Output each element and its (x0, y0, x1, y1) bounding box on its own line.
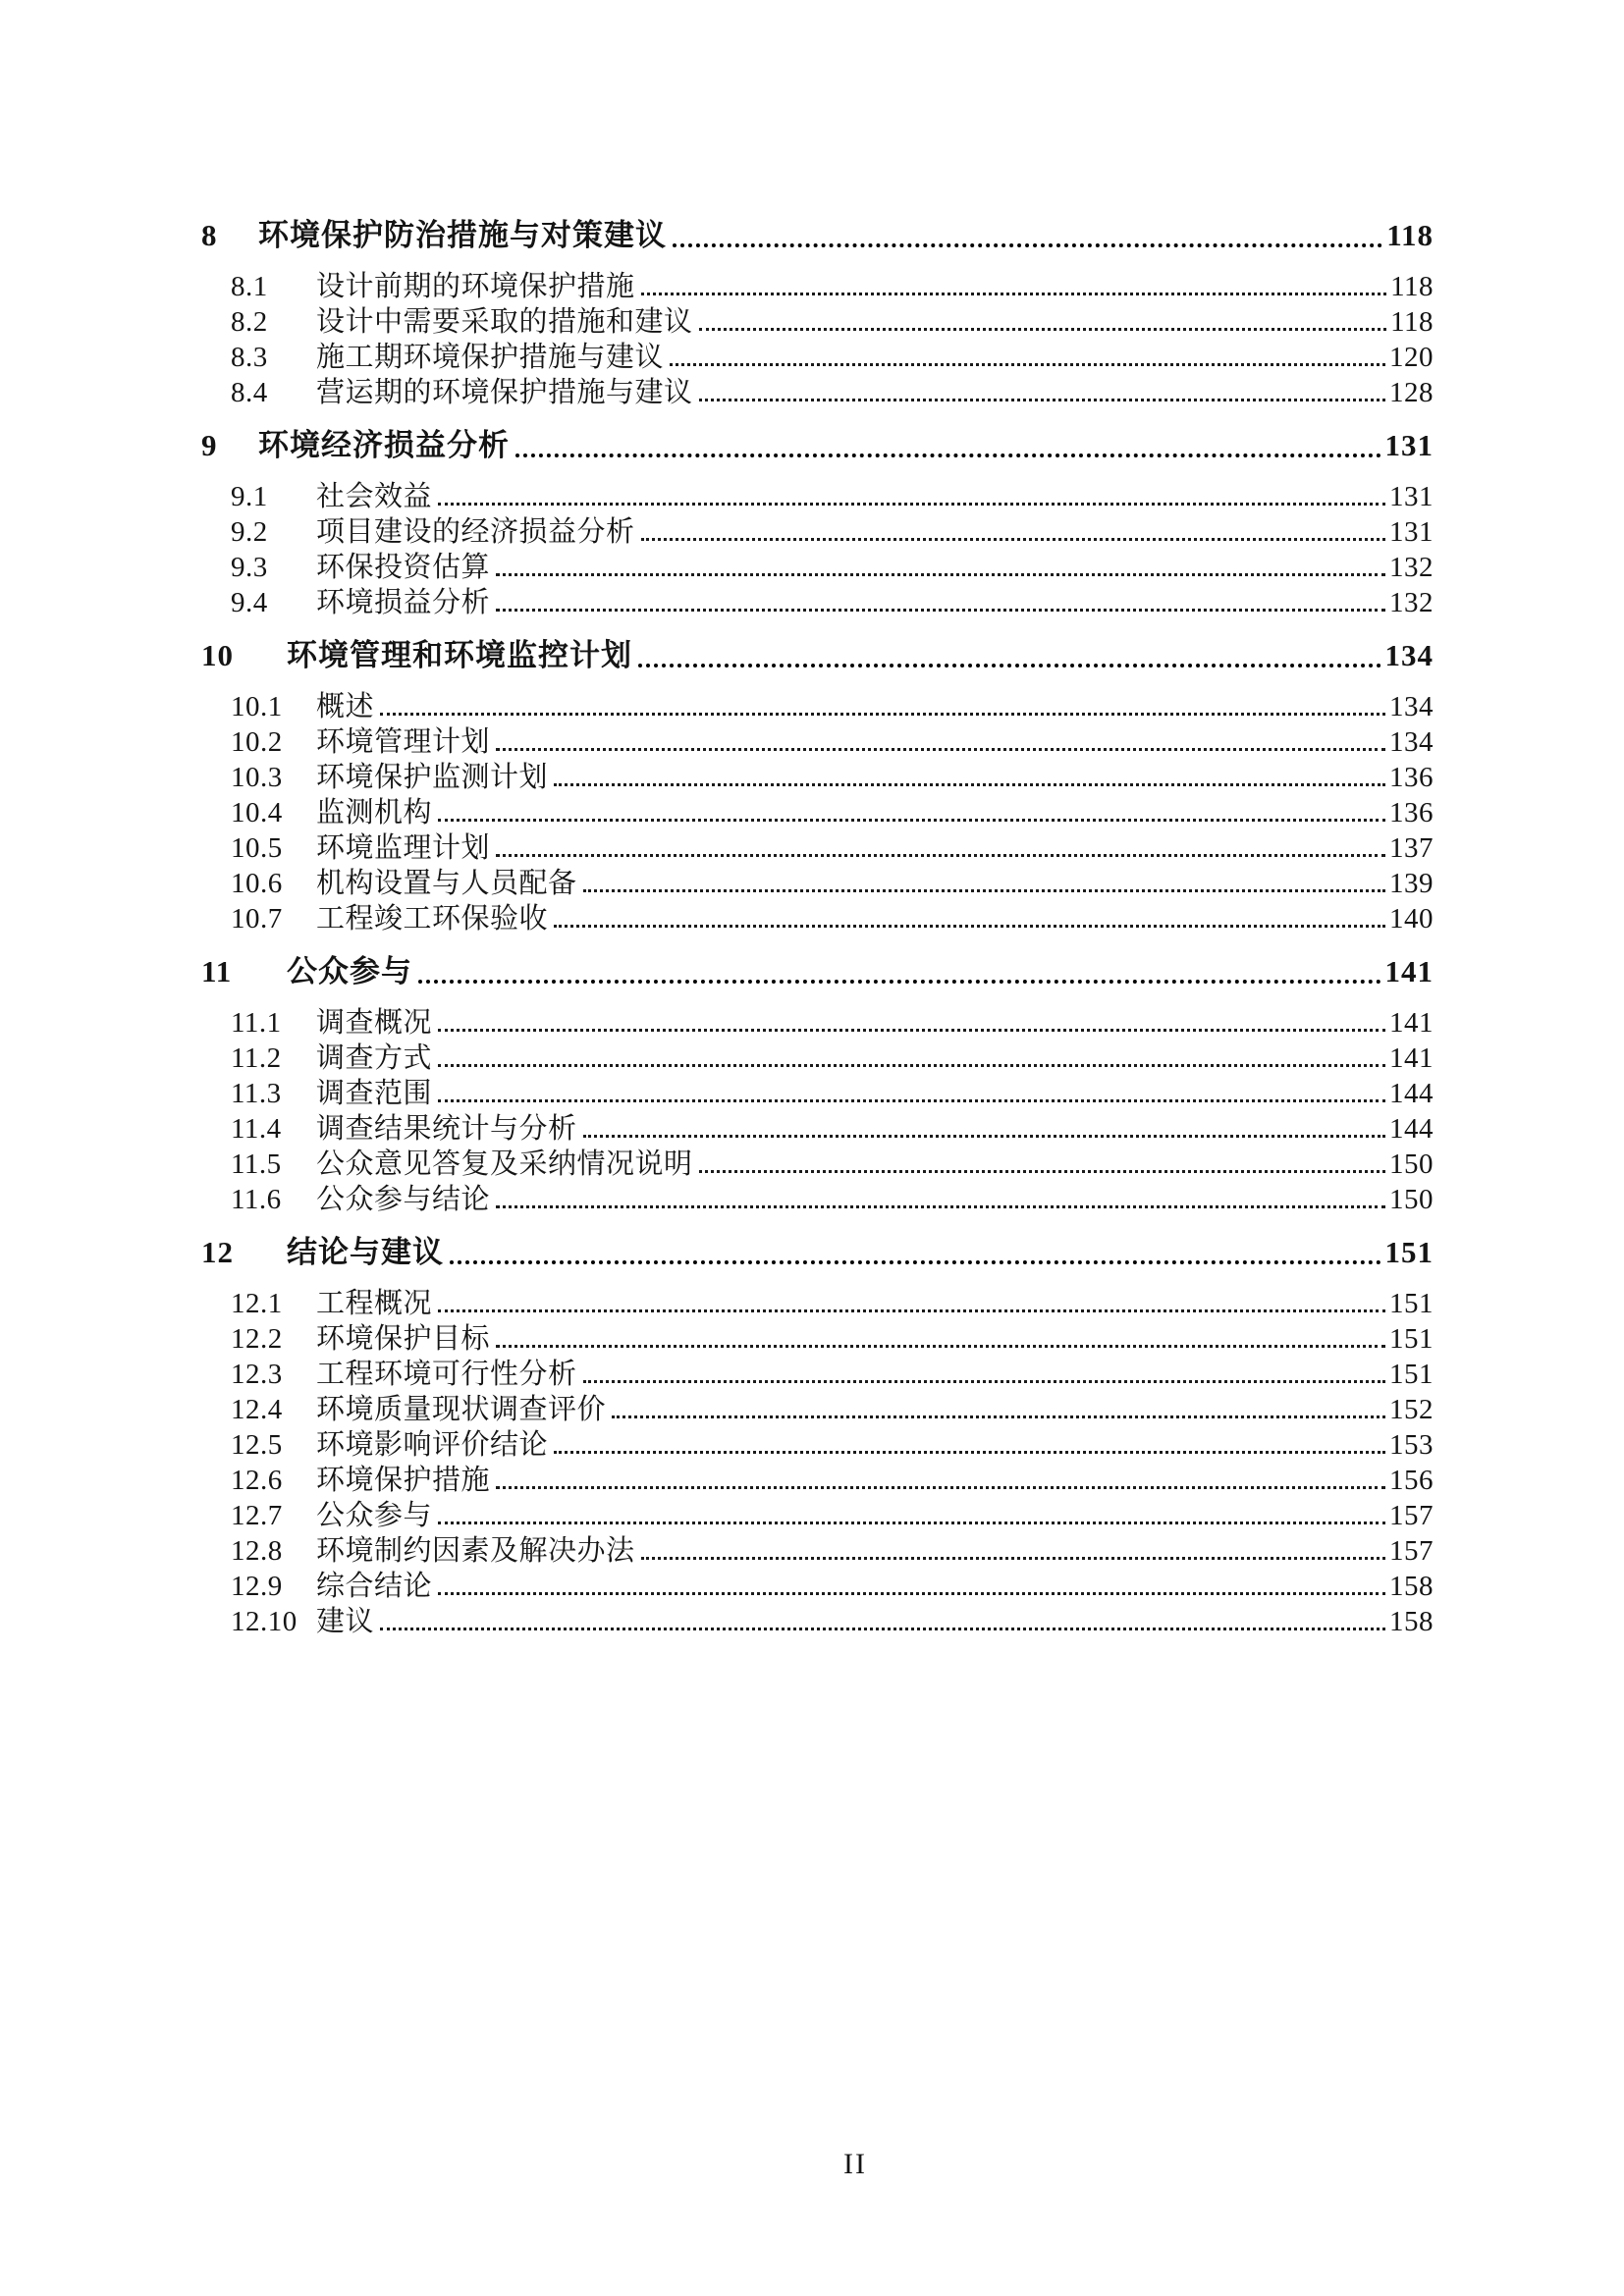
toc-subsection-number: 10.5 (231, 832, 283, 864)
toc-subsection-number: 12.9 (231, 1571, 283, 1602)
toc-subsection-number: 10.1 (231, 691, 283, 722)
toc-subsection-page-number: 144 (1389, 1078, 1434, 1109)
dot-leader (496, 573, 1385, 576)
toc-section-entry (0, 216, 1624, 255)
toc-subsection-page-number: 141 (1389, 1007, 1434, 1039)
toc-subsection-entry (0, 585, 1624, 620)
toc-subsection-title: 调查结果统计与分析 (316, 1113, 577, 1145)
dot-leader (380, 713, 1385, 716)
toc-subsection-entry (0, 1041, 1624, 1076)
toc-section-entry (0, 636, 1624, 675)
toc-subsection-number: 11.5 (231, 1148, 282, 1180)
toc-subsection-number: 12.10 (231, 1606, 298, 1637)
toc-subsection-page-number: 156 (1389, 1465, 1434, 1496)
toc-subsection-number: 12.6 (231, 1465, 283, 1496)
toc-subsection-number: 12.4 (231, 1394, 283, 1425)
toc-section-number: 11 (201, 954, 233, 988)
toc-subsection-page-number: 136 (1389, 797, 1434, 828)
toc-section-page-number: 134 (1384, 638, 1434, 672)
toc-subsection-number: 10.6 (231, 868, 283, 899)
toc-subsection-entry (0, 479, 1624, 514)
toc-section-title: 结论与建议 (287, 1235, 444, 1269)
toc-subsection-title: 概述 (316, 691, 375, 722)
toc-subsection-number: 12.8 (231, 1535, 283, 1567)
toc-subsection-title: 建议 (316, 1606, 375, 1637)
toc-subsection-title: 调查范围 (316, 1078, 433, 1109)
toc-subsection-title: 环境影响评价结论 (316, 1429, 549, 1461)
dot-leader (438, 1592, 1385, 1595)
toc-subsection-entry (0, 901, 1624, 936)
toc-subsection-entry (0, 866, 1624, 901)
dot-leader (673, 243, 1382, 247)
toc-subsection-number: 8.3 (231, 342, 268, 373)
toc-subsection-title: 设计前期的环境保护措施 (316, 271, 635, 302)
dot-leader (612, 1415, 1385, 1418)
toc-subsection-title: 设计中需要采取的措施和建议 (316, 306, 693, 338)
dot-leader (583, 1135, 1385, 1138)
toc-subsection-title: 施工期环境保护措施与建议 (316, 342, 665, 373)
dot-leader (699, 1170, 1385, 1173)
toc-subsection-title: 环保投资估算 (316, 552, 491, 583)
toc-subsection-number: 12.5 (231, 1429, 283, 1461)
dot-leader (496, 609, 1385, 612)
toc-subsection-page-number: 131 (1389, 516, 1434, 548)
toc-subsection-entry (0, 760, 1624, 795)
toc-subsection-number: 8.4 (231, 377, 268, 408)
toc-subsection-number: 8.1 (231, 271, 268, 302)
toc-subsection-page-number: 151 (1389, 1359, 1434, 1390)
toc-subsection-title: 社会效益 (316, 481, 433, 512)
dot-leader (496, 1345, 1385, 1348)
toc-subsection-page-number: 150 (1389, 1184, 1434, 1215)
dot-leader (438, 1099, 1385, 1102)
toc-subsection-title: 监测机构 (316, 797, 433, 828)
toc-subsection-page-number: 152 (1389, 1394, 1434, 1425)
toc-subsection-entry (0, 1321, 1624, 1357)
toc-subsection-title: 公众参与结论 (316, 1184, 491, 1215)
dot-leader (670, 363, 1385, 366)
dot-leader (638, 664, 1381, 667)
toc-subsection-page-number: 134 (1389, 691, 1434, 722)
toc-subsection-page-number: 151 (1389, 1323, 1434, 1355)
dot-leader (380, 1628, 1385, 1630)
toc-section-entry (0, 1233, 1624, 1272)
dot-leader (496, 1486, 1385, 1489)
toc-subsection-title: 环境保护监测计划 (316, 762, 549, 793)
toc-subsection-page-number: 131 (1389, 481, 1434, 512)
dot-leader (583, 889, 1385, 892)
toc-subsection-title: 公众参与 (316, 1500, 433, 1531)
toc-subsection-title: 环境损益分析 (316, 587, 491, 618)
dot-leader (554, 925, 1385, 928)
toc-subsection-entry (0, 1427, 1624, 1463)
toc-subsection-entry (0, 340, 1624, 375)
dot-leader (641, 1557, 1385, 1560)
toc-subsection-page-number: 120 (1389, 342, 1434, 373)
toc-section-entry (0, 426, 1624, 465)
toc-section-number: 10 (201, 638, 234, 672)
toc-subsection-page-number: 157 (1389, 1535, 1434, 1567)
toc-subsection-entry (0, 375, 1624, 410)
dot-leader (554, 1451, 1385, 1454)
toc-subsection-number: 11.6 (231, 1184, 282, 1215)
dot-leader (641, 538, 1385, 541)
toc-section-page-number: 141 (1384, 954, 1434, 988)
dot-leader (496, 1205, 1385, 1208)
dot-leader (418, 980, 1381, 984)
toc-subsection-page-number: 136 (1389, 762, 1434, 793)
toc-subsection-number: 12.7 (231, 1500, 283, 1531)
toc-subsection-number: 10.7 (231, 903, 283, 934)
toc-subsection-entry (0, 724, 1624, 760)
toc-section-title: 环境管理和环境监控计划 (287, 638, 632, 672)
toc-subsection-title: 环境保护目标 (316, 1323, 491, 1355)
toc-subsection-title: 环境制约因素及解决办法 (316, 1535, 635, 1567)
toc-subsection-entry (0, 1111, 1624, 1147)
toc-subsection-entry (0, 1076, 1624, 1111)
toc-subsection-number: 11.4 (231, 1113, 282, 1145)
dot-leader (438, 1064, 1385, 1067)
toc-subsection-number: 12.3 (231, 1359, 283, 1390)
toc-subsection-page-number: 140 (1389, 903, 1434, 934)
toc-subsection-title: 环境保护措施 (316, 1465, 491, 1496)
toc-subsection-entry (0, 1357, 1624, 1392)
dot-leader (699, 328, 1387, 331)
toc-subsection-page-number: 132 (1389, 552, 1434, 583)
toc-subsection-entry (0, 1286, 1624, 1321)
dot-leader (450, 1260, 1381, 1264)
toc-subsection-entry (0, 304, 1624, 340)
dot-leader (438, 503, 1385, 506)
dot-leader (438, 1029, 1385, 1032)
toc-subsection-page-number: 118 (1390, 271, 1434, 302)
toc-subsection-entry (0, 1392, 1624, 1427)
toc-subsection-page-number: 128 (1389, 377, 1434, 408)
toc-subsection-entry (0, 269, 1624, 304)
toc-subsection-title: 综合结论 (316, 1571, 433, 1602)
toc-subsection-entry (0, 1005, 1624, 1041)
toc-subsection-title: 工程概况 (316, 1288, 433, 1319)
toc-subsection-title: 公众意见答复及采纳情况说明 (316, 1148, 693, 1180)
toc-subsection-page-number: 151 (1389, 1288, 1434, 1319)
toc-subsection-number: 10.3 (231, 762, 283, 793)
toc-subsection-number: 10.2 (231, 726, 283, 758)
toc-subsection-number: 9.1 (231, 481, 268, 512)
toc-subsection-number: 11.1 (231, 1007, 282, 1039)
toc-subsection-page-number: 137 (1389, 832, 1434, 864)
dot-leader (438, 819, 1385, 822)
toc-subsection-page-number: 132 (1389, 587, 1434, 618)
toc-subsection-page-number: 158 (1389, 1571, 1434, 1602)
toc-section-page-number: 151 (1384, 1235, 1434, 1269)
dot-leader (438, 1522, 1385, 1524)
toc-subsection-page-number: 144 (1389, 1113, 1434, 1145)
toc-subsection-number: 12.2 (231, 1323, 283, 1355)
toc-subsection-entry (0, 1533, 1624, 1569)
dot-leader (554, 783, 1385, 786)
toc-subsection-page-number: 153 (1389, 1429, 1434, 1461)
toc-section-title: 公众参与 (287, 954, 412, 988)
toc-subsection-number: 12.1 (231, 1288, 283, 1319)
toc-subsection-entry (0, 1498, 1624, 1533)
toc-subsection-number: 11.2 (231, 1042, 282, 1074)
dot-leader (438, 1309, 1385, 1312)
toc-subsection-page-number: 134 (1389, 726, 1434, 758)
toc-section-page-number: 118 (1386, 218, 1434, 252)
toc-subsection-title: 项目建设的经济损益分析 (316, 516, 635, 548)
toc-section-title: 环境保护防治措施与对策建议 (258, 218, 667, 252)
toc-subsection-title: 营运期的环境保护措施与建议 (316, 377, 693, 408)
toc-section-title: 环境经济损益分析 (258, 428, 510, 462)
toc-subsection-title: 环境管理计划 (316, 726, 491, 758)
toc-section-number: 9 (201, 428, 218, 462)
toc-subsection-entry (0, 1147, 1624, 1182)
dot-leader (496, 748, 1385, 751)
toc-subsection-page-number: 139 (1389, 868, 1434, 899)
toc-subsection-number: 9.2 (231, 516, 268, 548)
toc-subsection-entry (0, 795, 1624, 830)
toc-subsection-page-number: 141 (1389, 1042, 1434, 1074)
toc-subsection-title: 调查概况 (316, 1007, 433, 1039)
toc-section-number: 12 (201, 1235, 234, 1269)
toc-subsection-entry (0, 1463, 1624, 1498)
toc-subsection-title: 调查方式 (316, 1042, 433, 1074)
toc-section-number: 8 (201, 218, 218, 252)
dot-leader (699, 399, 1385, 401)
table-of-contents (0, 200, 1624, 1639)
toc-subsection-page-number: 157 (1389, 1500, 1434, 1531)
toc-subsection-number: 9.3 (231, 552, 268, 583)
dot-leader (583, 1380, 1385, 1383)
toc-subsection-entry (0, 1182, 1624, 1217)
toc-subsection-number: 9.4 (231, 587, 268, 618)
toc-subsection-title: 环境监理计划 (316, 832, 491, 864)
toc-subsection-entry (0, 830, 1624, 866)
toc-section-page-number: 131 (1384, 428, 1434, 462)
toc-subsection-page-number: 158 (1389, 1606, 1434, 1637)
dot-leader (641, 293, 1387, 295)
toc-subsection-number: 11.3 (231, 1078, 282, 1109)
toc-subsection-number: 8.2 (231, 306, 268, 338)
toc-subsection-title: 环境质量现状调查评价 (316, 1394, 607, 1425)
toc-subsection-title: 工程竣工环保验收 (316, 903, 549, 934)
toc-subsection-number: 10.4 (231, 797, 283, 828)
page-number-footer: II (843, 2148, 867, 2180)
toc-subsection-entry (0, 1569, 1624, 1604)
toc-section-entry (0, 952, 1624, 991)
dot-leader (515, 454, 1381, 457)
toc-subsection-entry (0, 689, 1624, 724)
toc-subsection-entry (0, 1604, 1624, 1639)
toc-subsection-page-number: 150 (1389, 1148, 1434, 1180)
toc-subsection-title: 工程环境可行性分析 (316, 1359, 577, 1390)
dot-leader (496, 854, 1385, 857)
toc-subsection-page-number: 118 (1390, 306, 1434, 338)
toc-subsection-entry (0, 550, 1624, 585)
toc-subsection-entry (0, 514, 1624, 550)
toc-subsection-title: 机构设置与人员配备 (316, 868, 577, 899)
